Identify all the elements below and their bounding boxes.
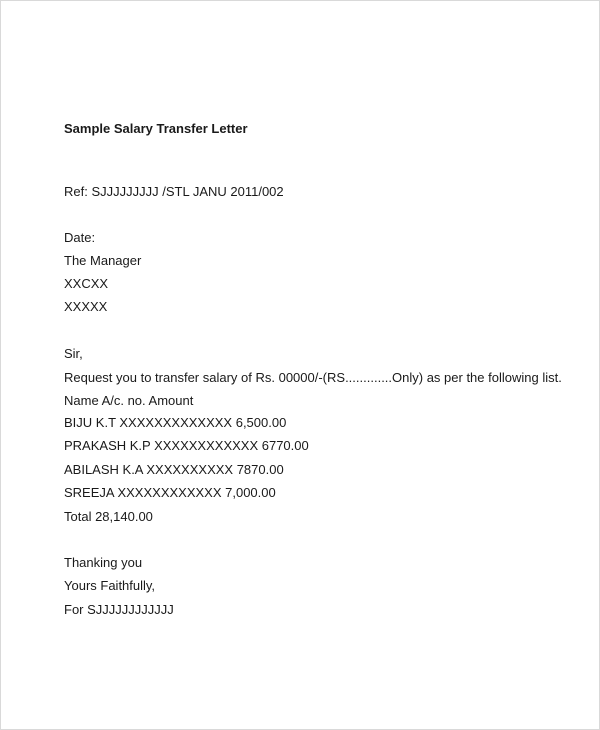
recipient-line-1: The Manager	[64, 253, 142, 268]
reference-line: Ref: SJJJJJJJJJ /STL JANU 2011/002	[64, 184, 284, 199]
recipient-line-2: XXCXX	[64, 276, 109, 291]
date-line: Date:	[64, 230, 96, 245]
total-line: Total 28,140.00	[64, 509, 153, 524]
closing-sender: For SJJJJJJJJJJJJ	[64, 602, 174, 617]
table-row: SREEJA XXXXXXXXXXXX 7,000.00	[64, 485, 276, 500]
salutation: Sir,	[64, 346, 83, 361]
letter-title: Sample Salary Transfer Letter	[64, 121, 248, 136]
table-row: BIJU K.T XXXXXXXXXXXXX 6,500.00	[64, 415, 287, 430]
closing-thanks: Thanking you	[64, 555, 143, 570]
table-header: Name A/c. no. Amount	[64, 393, 194, 408]
recipient-line-3: XXXXX	[64, 299, 108, 314]
table-row: PRAKASH K.P XXXXXXXXXXXX 6770.00	[64, 438, 309, 453]
table-row: ABILASH K.A XXXXXXXXXX 7870.00	[64, 462, 284, 477]
body-text: Request you to transfer salary of Rs. 00000/-(RS.............Only) as per the following list.	[64, 370, 562, 385]
closing-signoff: Yours Faithfully,	[64, 578, 156, 593]
